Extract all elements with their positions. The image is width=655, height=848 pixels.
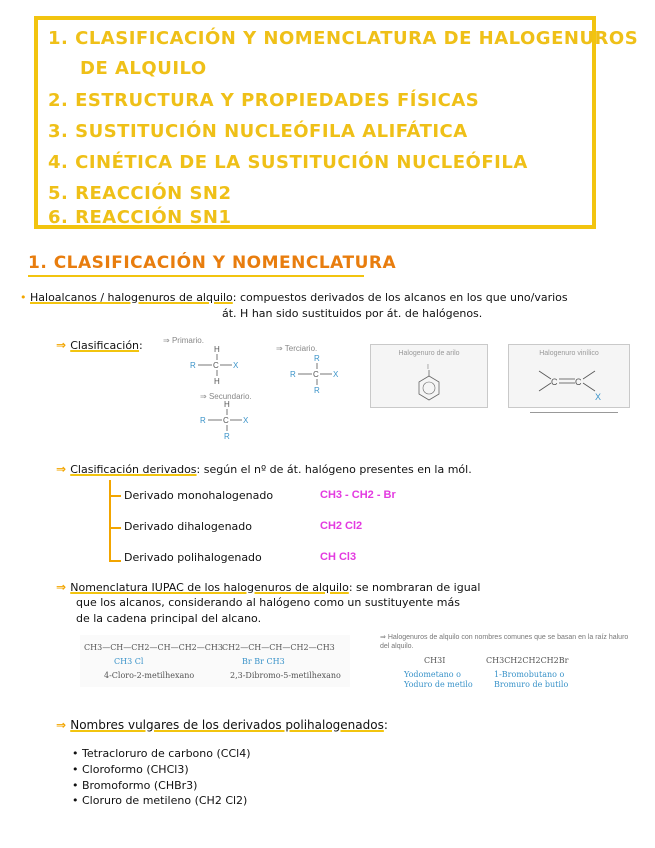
iupac-text-3: de la cadena principal del alcano.: [76, 612, 262, 625]
common-1-name-1: Yodometano o: [404, 670, 461, 679]
example-2-name: 2,3-Dibromo-5-metilhexano: [230, 671, 341, 680]
bullet-dot: •: [20, 291, 30, 304]
toc-item-1-cont: DE ALQUILO: [80, 58, 207, 79]
atom-c: C: [551, 377, 558, 387]
atom-x: X: [595, 392, 602, 402]
definition-line-1: [20, 291, 568, 304]
derivados-heading: [56, 462, 472, 476]
vulgares-heading: [56, 718, 388, 732]
toc-item-4: 4. CINÉTICA DE LA SUSTITUCIÓN NUCLEÓFILA: [48, 152, 528, 173]
example-1-name: 4-Cloro-2-metilhexano: [104, 671, 195, 680]
benzene-ring-icon: [371, 357, 489, 407]
arrow-icon: ⇒: [56, 462, 71, 476]
example-2-chain: CH2—CH—CH—CH2—CH3: [222, 643, 335, 652]
atom-c: C: [575, 377, 582, 387]
terciario-structure: [290, 353, 350, 397]
formula-mono: CH3 - CH2 - Br: [320, 489, 396, 501]
derivados-bracket-2: [109, 480, 121, 529]
common-1-name-2: Yoduro de metilo: [404, 680, 473, 689]
atom-r: R: [290, 370, 296, 379]
primario-structure: [190, 344, 250, 388]
alkene-structure-icon: [509, 357, 631, 407]
vulgar-item-4: • Cloruro de metileno (CH2 Cl2): [72, 794, 248, 807]
toc-item-5: 5. REACCIÓN SN2: [48, 183, 232, 204]
atom-r: R: [314, 386, 320, 395]
common-2-name-1: 1-Bromobutano o: [494, 670, 565, 679]
vulgar-item-1: • Tetracloruro de carbono (CCl4): [72, 747, 251, 760]
common-names-note: ⇒ Halogenuros de alquilo con nombres comunes que se basan en la raíz haluro del alquilo.: [380, 634, 629, 650]
atom-h: H: [214, 345, 220, 354]
clasificacion-heading: [56, 338, 143, 352]
atom-r: R: [224, 432, 230, 441]
atom-h: H: [224, 400, 230, 409]
atom-r: R: [314, 354, 320, 363]
arrow-icon: ⇒: [56, 718, 71, 732]
arilo-title: Halogenuro de arilo: [398, 350, 460, 357]
iupac-text-2: que los alcanos, considerando al halógeno como un sustituyente más: [76, 596, 460, 609]
common-2-formula: CH3CH2CH2CH2Br: [486, 656, 569, 665]
toc-item-2: 2. ESTRUCTURA Y PROPIEDADES FÍSICAS: [48, 90, 480, 111]
secundario-label: ⇒ Secundario.: [200, 392, 252, 401]
common-2-name-2: Bromuro de butilo: [494, 680, 569, 689]
derivados-label: Clasificación derivados: [70, 463, 197, 476]
arilo-card: [370, 344, 488, 408]
iupac-label: Nomenclatura IUPAC de los halogenuros de alquilo: [70, 581, 349, 594]
formula-poli: CH Cl3: [320, 551, 357, 563]
terciario-label: ⇒ Terciario.: [276, 344, 318, 353]
iupac-heading: [56, 580, 480, 594]
vinilico-divider: [530, 412, 618, 413]
arrow-icon: ⇒: [56, 580, 71, 594]
primario-label: ⇒ Primario.: [163, 336, 204, 345]
atom-x: X: [233, 361, 239, 370]
definition-term: Haloalcanos / halogenuros de alquilo: [30, 291, 233, 304]
clasificacion-colon: :: [139, 339, 143, 352]
vinilico-title: Halogenuro vinílico: [539, 350, 599, 357]
section-title-underline: [28, 275, 364, 277]
vinilico-card: [508, 344, 630, 408]
atom-r: R: [190, 361, 196, 370]
example-2-subs: Br Br CH3: [242, 657, 285, 666]
toc-item-6: 6. REACCIÓN SN1: [48, 207, 232, 228]
iupac-text-1: : se nombraran de igual: [348, 581, 481, 594]
secundario-structure: [200, 399, 260, 443]
atom-x: X: [333, 370, 339, 379]
section-title: 1. CLASIFICACIÓN Y NOMENCLATURA: [28, 253, 397, 273]
definition-text-1: : compuestos derivados de los alcanos en los que uno/varios: [232, 291, 568, 304]
iupac-examples-panel: [80, 635, 350, 687]
arrow-icon: ⇒: [56, 338, 71, 352]
vulgar-item-2: • Cloroformo (CHCl3): [72, 763, 189, 776]
toc-item-3: 3. SUSTITUCIÓN NUCLEÓFILA ALIFÁTICA: [48, 121, 468, 142]
derivado-poli: Derivado polihalogenado: [124, 551, 262, 564]
derivado-mono: Derivado monohalogenado: [124, 489, 274, 502]
vulgares-title: Nombres vulgares de los derivados polihalogenados: [70, 718, 384, 732]
atom-r: R: [200, 416, 206, 425]
atom-h: H: [214, 377, 220, 386]
vulgar-item-3: • Bromoformo (CHBr3): [72, 779, 198, 792]
definition-line-2: át. H han sido sustituidos por át. de halógenos.: [222, 307, 483, 320]
toc-item-1: 1. CLASIFICACIÓN Y NOMENCLATURA DE HALOGENUROS: [48, 28, 639, 49]
atom-i: I: [427, 364, 429, 371]
atom-c: C: [213, 361, 219, 370]
example-1-subs: CH3 Cl: [114, 657, 144, 666]
clasificacion-label: Clasificación: [70, 339, 140, 352]
atom-c: C: [223, 416, 229, 425]
vulgares-colon: :: [383, 718, 388, 732]
derivado-di: Derivado dihalogenado: [124, 520, 252, 533]
atom-x: X: [243, 416, 249, 425]
atom-c: C: [313, 370, 319, 379]
example-1-chain: CH3—CH—CH2—CH—CH2—CH3: [84, 643, 223, 652]
common-1-formula: CH3I: [424, 656, 446, 665]
formula-di: CH2 Cl2: [320, 520, 363, 532]
derivados-text: : según el nº de át. halógeno presentes en la mól.: [196, 463, 472, 476]
